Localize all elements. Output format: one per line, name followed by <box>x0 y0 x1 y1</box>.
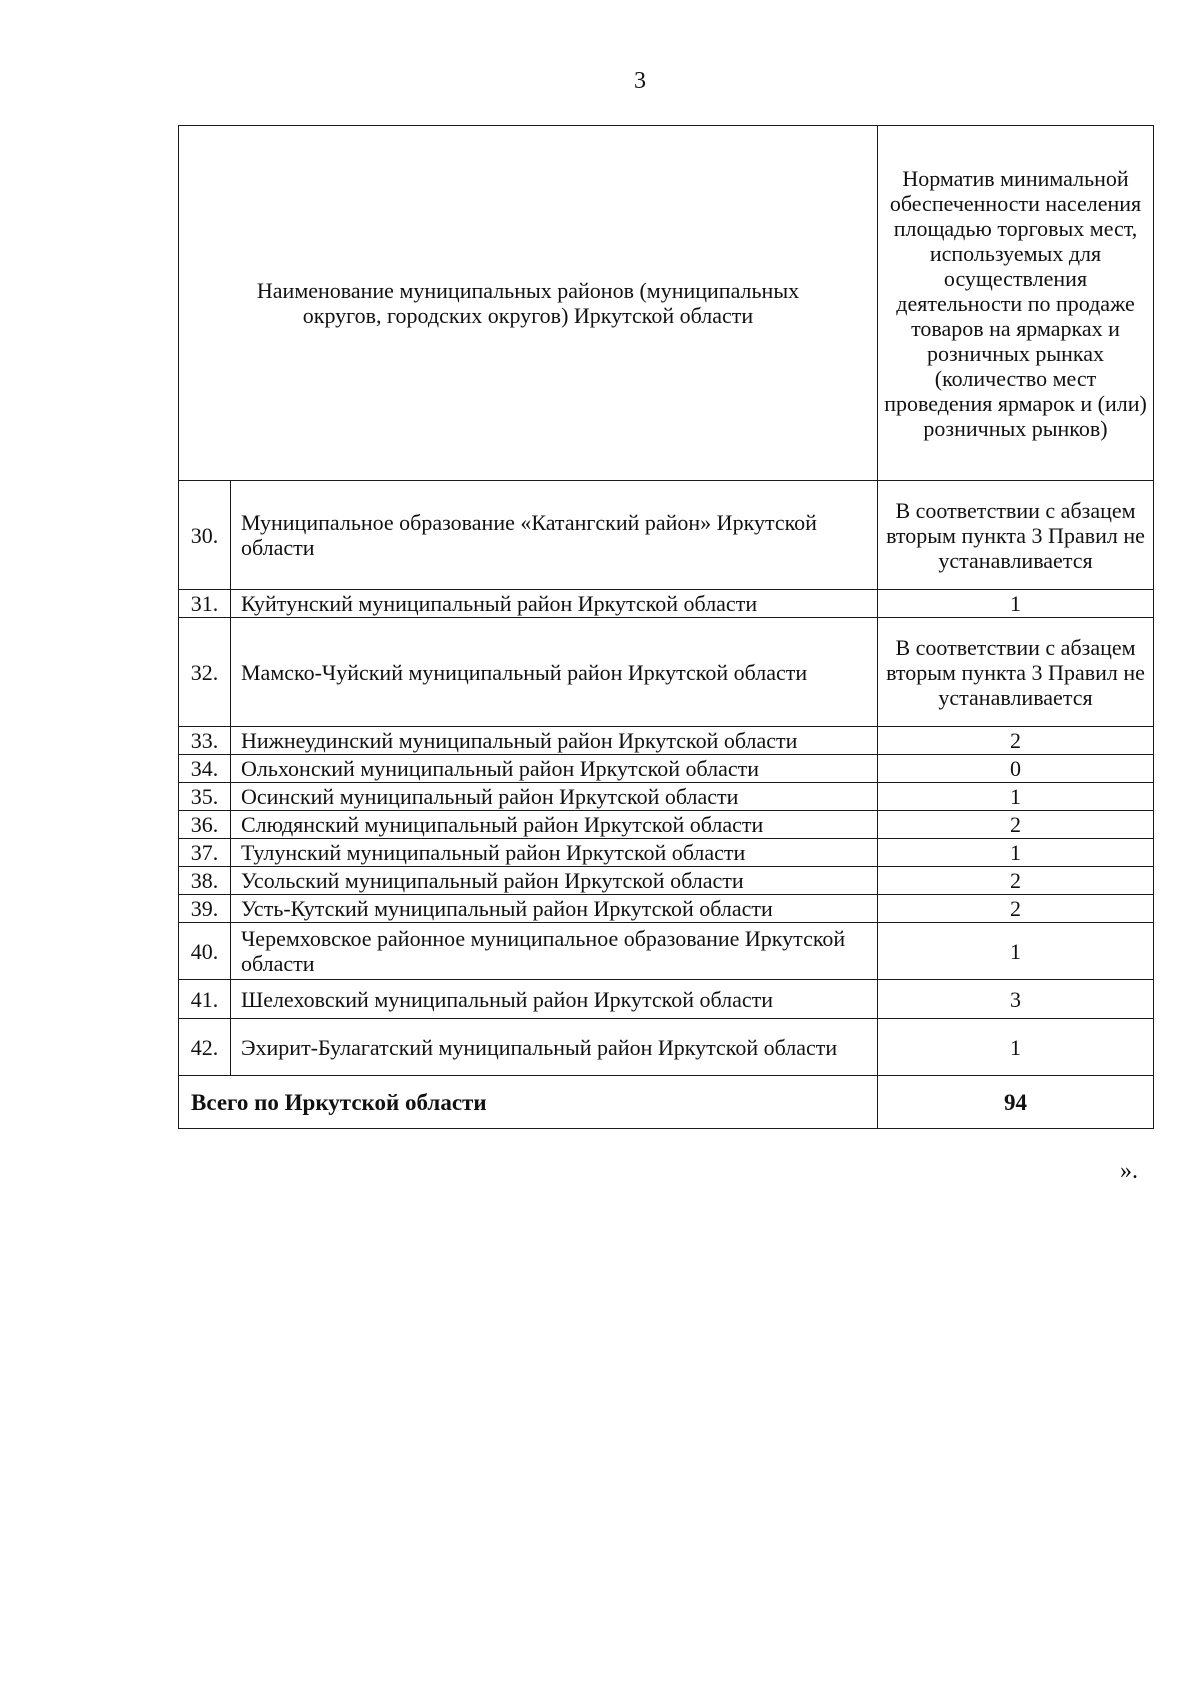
row-value: В соответствии с абзацем вторым пункта 3 Правил не устанавливается <box>878 618 1154 727</box>
row-name: Шелеховский муниципальный район Иркутской области <box>231 980 878 1019</box>
table-row <box>179 811 1154 839</box>
table-row <box>179 618 1154 727</box>
row-name: Черемховское районное муниципальное образование Иркутской области <box>231 923 878 980</box>
row-name: Муниципальное образование «Катангский район» Иркутской области <box>231 481 878 590</box>
row-value: 2 <box>878 895 1154 923</box>
row-value: 2 <box>878 727 1154 755</box>
row-name: Ольхонский муниципальный район Иркутской области <box>231 755 878 783</box>
row-name: Эхирит-Булагатский муниципальный район Иркутской области <box>231 1019 878 1076</box>
row-name: Мамско-Чуйский муниципальный район Иркутской области <box>231 618 878 727</box>
total-label: Всего по Иркутской области <box>179 1076 878 1129</box>
header-name-cell: Наименование муниципальных районов (муниципальных округов, городских округов) Иркутской области <box>179 126 878 481</box>
table-row <box>179 895 1154 923</box>
row-value: 1 <box>878 923 1154 980</box>
row-value: В соответствии с абзацем вторым пункта 3 Правил не устанавливается <box>878 481 1154 590</box>
row-value: 2 <box>878 811 1154 839</box>
row-number: 30. <box>179 481 231 590</box>
row-number: 38. <box>179 867 231 895</box>
row-value: 1 <box>878 590 1154 618</box>
table-header-row <box>179 126 1154 481</box>
total-value: 94 <box>878 1076 1154 1129</box>
row-name: Нижнеудинский муниципальный район Иркутской области <box>231 727 878 755</box>
total-row <box>179 1076 1154 1129</box>
row-value: 3 <box>878 980 1154 1019</box>
table-row <box>179 923 1154 980</box>
row-number: 36. <box>179 811 231 839</box>
row-value: 1 <box>878 783 1154 811</box>
row-number: 31. <box>179 590 231 618</box>
row-number: 32. <box>179 618 231 727</box>
row-value: 1 <box>878 839 1154 867</box>
row-number: 34. <box>179 755 231 783</box>
row-number: 42. <box>179 1019 231 1076</box>
row-number: 33. <box>179 727 231 755</box>
row-number: 40. <box>179 923 231 980</box>
row-number: 41. <box>179 980 231 1019</box>
table-row <box>179 783 1154 811</box>
table-row <box>179 867 1154 895</box>
table-row <box>179 1019 1154 1076</box>
table-row <box>179 980 1154 1019</box>
page-number: 3 <box>634 68 646 94</box>
row-name: Усольский муниципальный район Иркутской области <box>231 867 878 895</box>
row-number: 37. <box>179 839 231 867</box>
table-row <box>179 839 1154 867</box>
row-name: Усть-Кутский муниципальный район Иркутской области <box>231 895 878 923</box>
row-value: 2 <box>878 867 1154 895</box>
row-number: 35. <box>179 783 231 811</box>
row-name: Куйтунский муниципальный район Иркутской области <box>231 590 878 618</box>
table-row <box>179 727 1154 755</box>
row-name: Тулунский муниципальный район Иркутской области <box>231 839 878 867</box>
row-number: 39. <box>179 895 231 923</box>
row-name: Осинский муниципальный район Иркутской области <box>231 783 878 811</box>
row-value: 0 <box>878 755 1154 783</box>
header-value-cell: Норматив минимальной обеспеченности населения площадью торговых мест, используемых для осуществления деятельности по продаже товаров на ярмарках и розничных рынках (количество мест проведения ярмарок и (или) розничных рынков) <box>878 126 1154 481</box>
table-row <box>179 755 1154 783</box>
row-value: 1 <box>878 1019 1154 1076</box>
table-row <box>179 590 1154 618</box>
closing-quote-mark: ». <box>1120 1158 1138 1184</box>
row-name: Слюдянский муниципальный район Иркутской области <box>231 811 878 839</box>
normative-table <box>178 125 1154 1129</box>
table-row <box>179 481 1154 590</box>
